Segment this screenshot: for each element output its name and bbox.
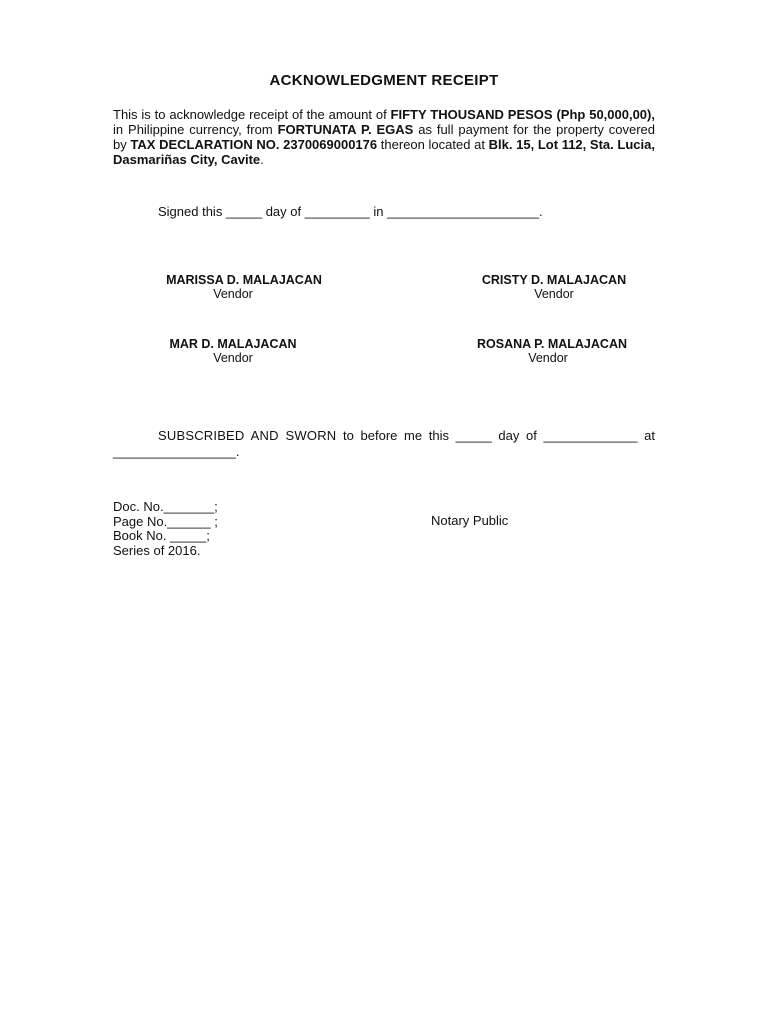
- amount-words: FIFTY THOUSAND PESOS: [390, 107, 553, 122]
- signatory-role: Vendor: [534, 287, 574, 301]
- page-no: Page No.______ ;: [113, 513, 218, 529]
- notarial-register: [113, 500, 218, 558]
- signatory-name: CRISTY D. MALAJACAN: [481, 273, 627, 287]
- document-title: ACKNOWLEDGMENT RECEIPT: [269, 72, 499, 89]
- payer-name: FORTUNATA P. EGAS: [277, 122, 414, 137]
- signatory-role: Vendor: [213, 351, 253, 365]
- body-text-3: in Philippine currency, from: [113, 122, 278, 137]
- doc-no: Doc. No._______;: [113, 499, 218, 514]
- signed-line: Signed this _____ day of _________ in _____________________.: [158, 204, 543, 219]
- book-no: Book No. _____;: [113, 528, 210, 543]
- signatory-block: [148, 337, 318, 365]
- signatory-block: [148, 273, 340, 301]
- jurat-paragraph: [113, 428, 655, 460]
- signatory-block: [460, 273, 648, 301]
- signatory-role: Vendor: [528, 351, 568, 365]
- signatory-name: MARISSA D. MALAJACAN: [166, 273, 322, 287]
- receipt-paragraph: [113, 107, 655, 167]
- body-text-4: as full payment for the property covered by: [113, 122, 655, 152]
- amount-figure: (Php 50,000,00),: [556, 107, 655, 122]
- series: Series of 2016.: [113, 542, 201, 558]
- jurat-text: to before me this _____ day of _____________ at _________________.: [113, 428, 656, 459]
- body-text-5: thereon located at: [377, 137, 489, 152]
- notary-public-label: Notary Public: [431, 513, 509, 528]
- signatory-name: ROSANA P. MALAJACAN: [476, 337, 627, 351]
- jurat-caps: SUBSCRIBED AND SWORN: [158, 428, 337, 443]
- body-text-1: This is to acknowledge receipt of the amount of: [113, 107, 391, 122]
- body-text-6: .: [260, 152, 264, 167]
- property-location: Blk. 15, Lot 112, Sta. Lucia, Dasmariñas City, Cavite: [113, 137, 655, 167]
- signatory-name: MAR D. MALAJACAN: [169, 337, 297, 351]
- signatory-role: Vendor: [213, 287, 253, 301]
- signatory-block: [452, 337, 652, 365]
- tax-declaration: TAX DECLARATION NO. 2370069000176: [130, 137, 378, 152]
